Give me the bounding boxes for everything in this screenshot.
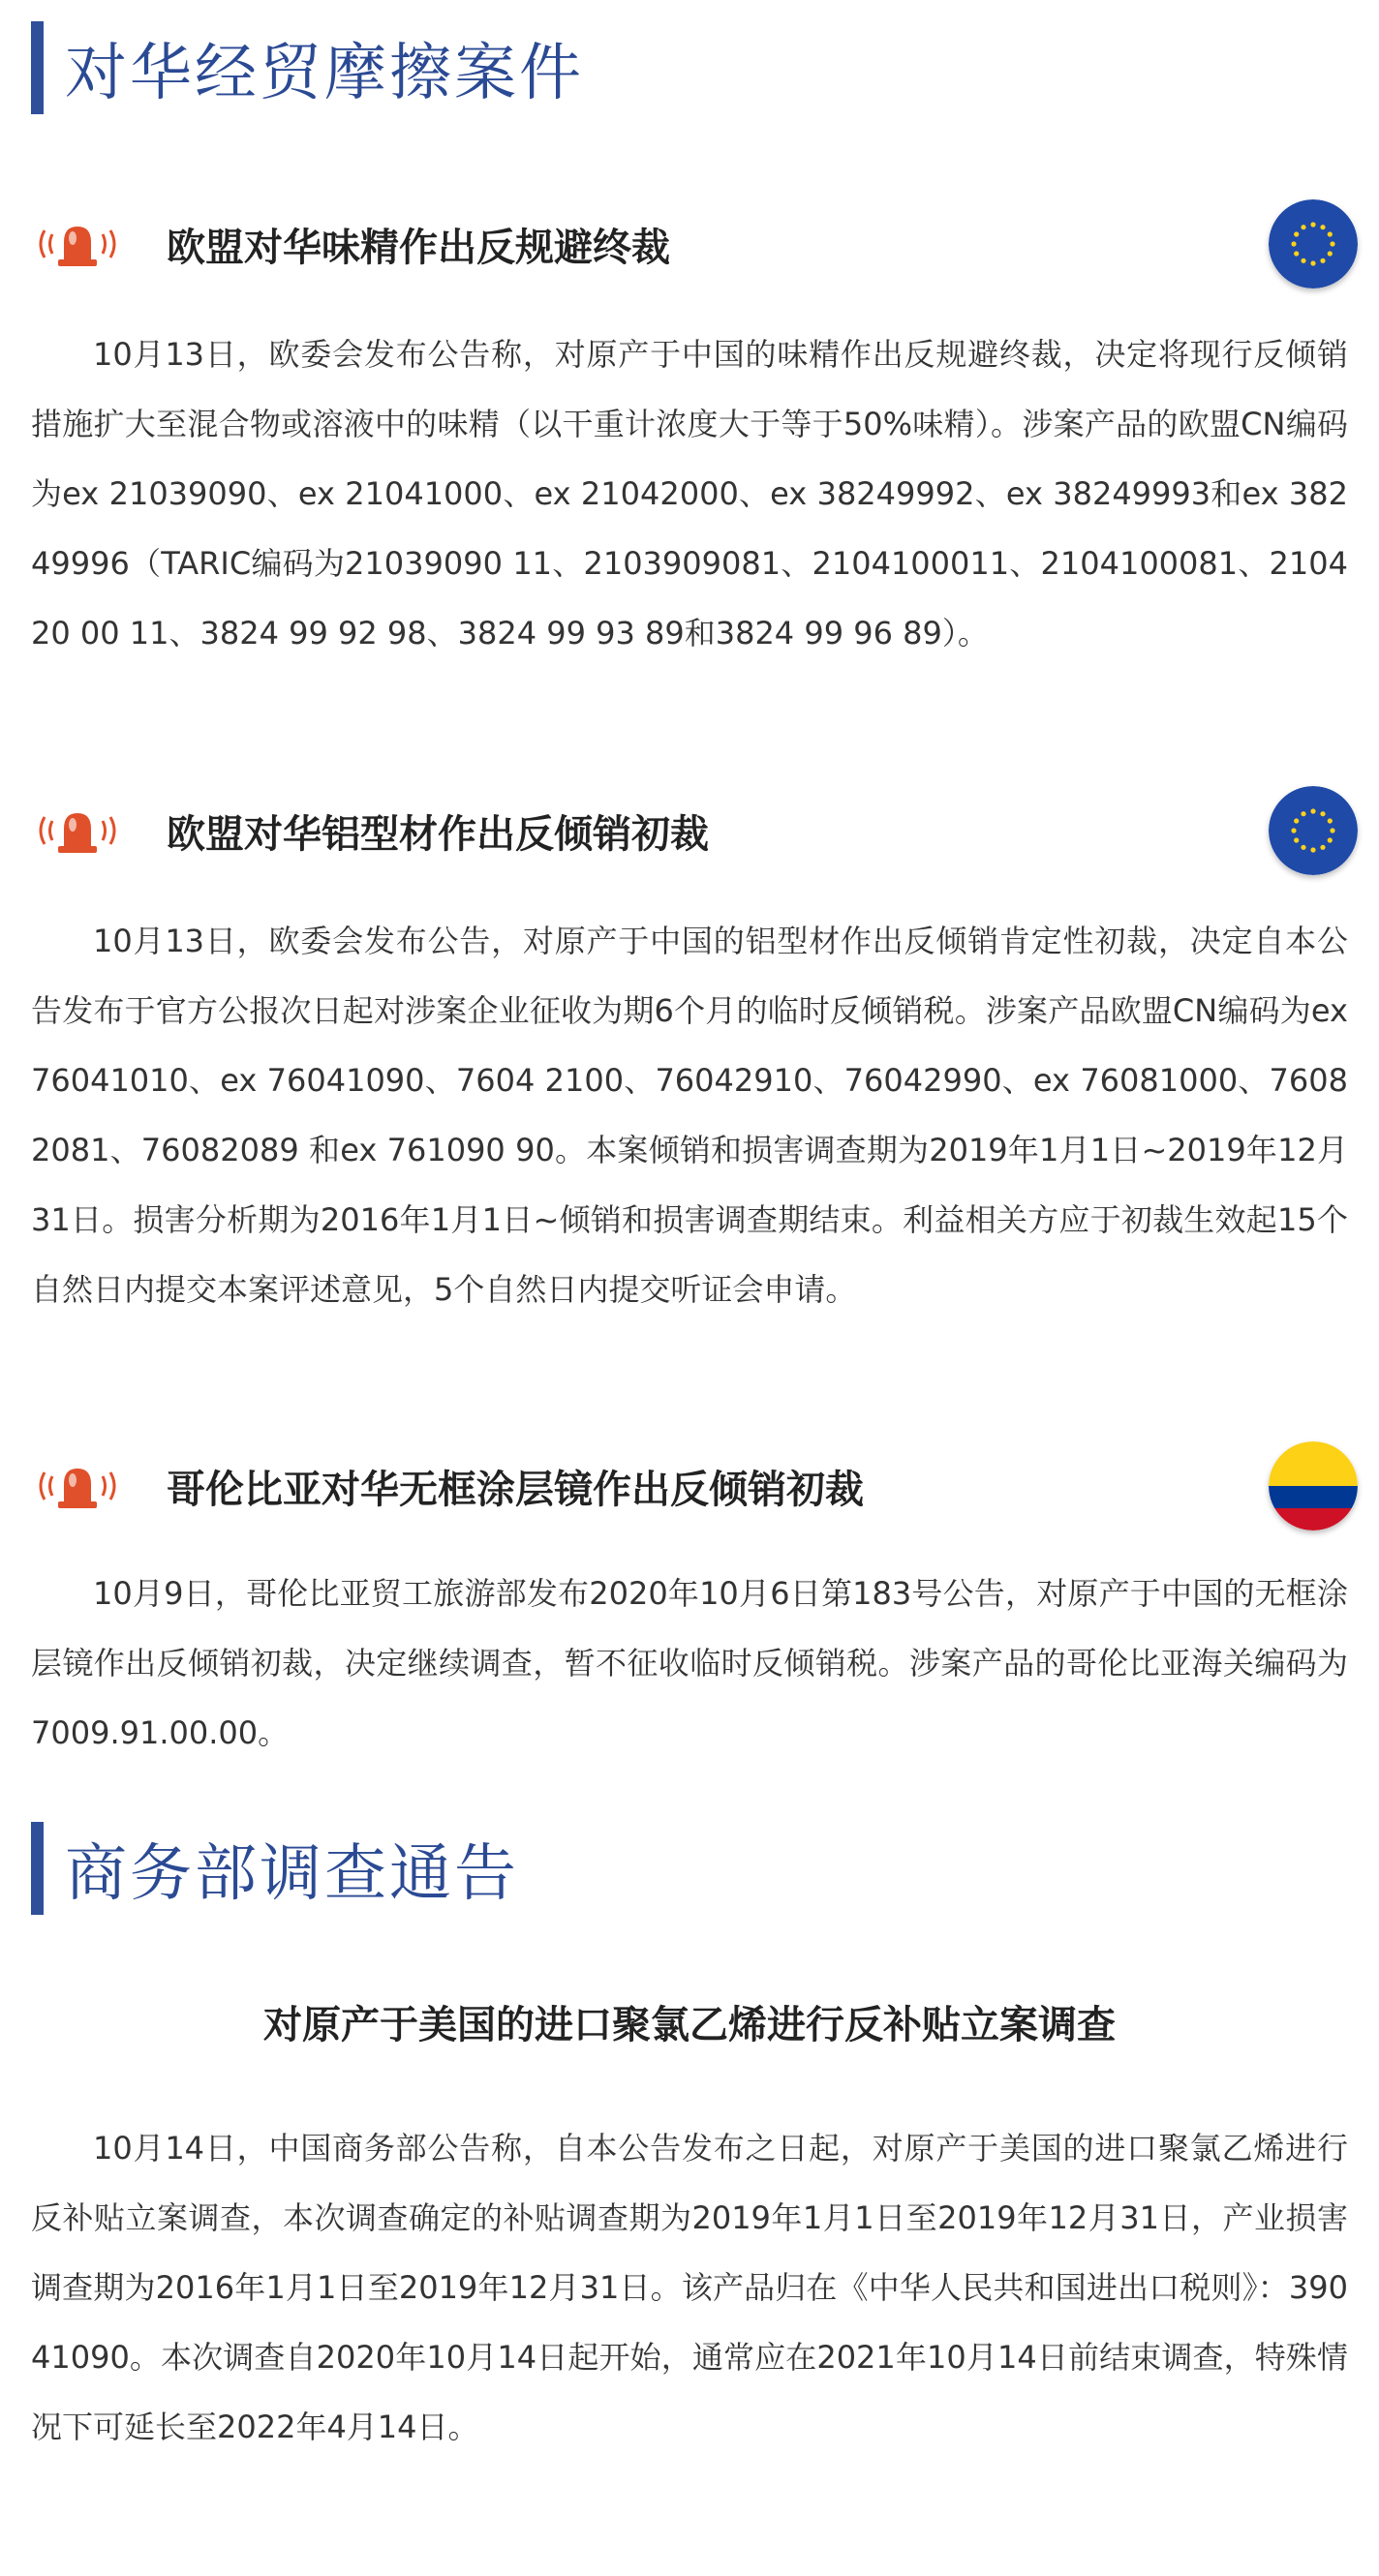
section-accent-bar — [31, 21, 44, 114]
colombia-flag-icon — [1269, 1441, 1358, 1530]
section-title: 对华经贸摩擦案件 — [65, 38, 584, 109]
section-header-mofcom-notice — [31, 1822, 519, 1915]
case-title: 哥伦比亚对华无框涂层镜作出反倾销初裁 — [167, 1467, 864, 1512]
case-header-eu-msg — [31, 196, 1358, 292]
case-title: 欧盟对华味精作出反规避终裁 — [167, 225, 670, 270]
notice-title: 对原产于美国的进口聚氯乙烯进行反补贴立案调查 — [263, 2003, 1116, 2047]
notice-body: 10月14日，中国商务部公告称，自本公告发布之日起，对原产于美国的进口聚氯乙烯进行反补贴立案调查，本次调查确定的补贴调查期为2019年1月1日至2019年12月31日，产业损害调查期为2016年1月1日至2019年12月31日。该产品归在《中华人民共和国进出口税则》：39041090。本次调查自2020年10月14日起开始，通常应在2021年10月14日前结束调查，特殊情况下可延长至2022年4月14日。 — [31, 2130, 1348, 2445]
case-header-colombia-mirror — [31, 1438, 1358, 1534]
eu-flag-icon — [1269, 786, 1358, 875]
case-body: 10月9日，哥伦比亚贸工旅游部发布2020年10月6日第183号公告，对原产于中国的无框涂层镜作出反倾销初裁，决定继续调查，暂不征收临时反倾销税。涉案产品的哥伦比亚海关编码为7009.91.00.00。 — [31, 1575, 1348, 1751]
case-body: 10月13日，欧委会发布公告，对原产于中国的铝型材作出反倾销肯定性初裁，决定自本公告发布于官方公报次日起对涉案企业征收为期6个月的临时反倾销税。涉案产品欧盟CN编码为ex 76041010、ex 76041090、7604 2100、76042910、76042990、ex 76081000、76082081、76082089 和ex 761090 90。本案倾销和损害调查期为2019年1月1日~2019年12月31日。损害分析期为2016年1月1日~倾销和损害调查期结束。利益相关方应于初裁生效起15个自然日内提交本案评述意见，5个自然日内提交听证会申请。 — [31, 923, 1348, 1308]
case-header-eu-aluminium — [31, 782, 1358, 879]
section-header-trade-friction — [31, 21, 584, 114]
section-title: 商务部调查通告 — [65, 1838, 519, 1910]
section-accent-bar — [31, 1822, 44, 1915]
case-title: 欧盟对华铝型材作出反倾销初裁 — [167, 811, 709, 857]
alarm-bell-icon — [31, 215, 124, 273]
case-body: 10月13日，欧委会发布公告称，对原产于中国的味精作出反规避终裁，决定将现行反倾销措施扩大至混合物或溶液中的味精（以干重计浓度大于等于50%味精）。涉案产品的欧盟CN编码为ex 21039090、ex 21041000、ex 21042000、ex 38249992、ex 38249993和ex 38249996（TARIC编码为21039090 11、2103909081、2104100011、2104100081、2104 20 00 11、3824 99 92 98、3824 99 93 89和3824 99 96 89）。 — [31, 336, 1348, 652]
alarm-bell-icon — [31, 1457, 124, 1515]
eu-flag-icon — [1269, 199, 1358, 288]
alarm-bell-icon — [31, 802, 124, 860]
